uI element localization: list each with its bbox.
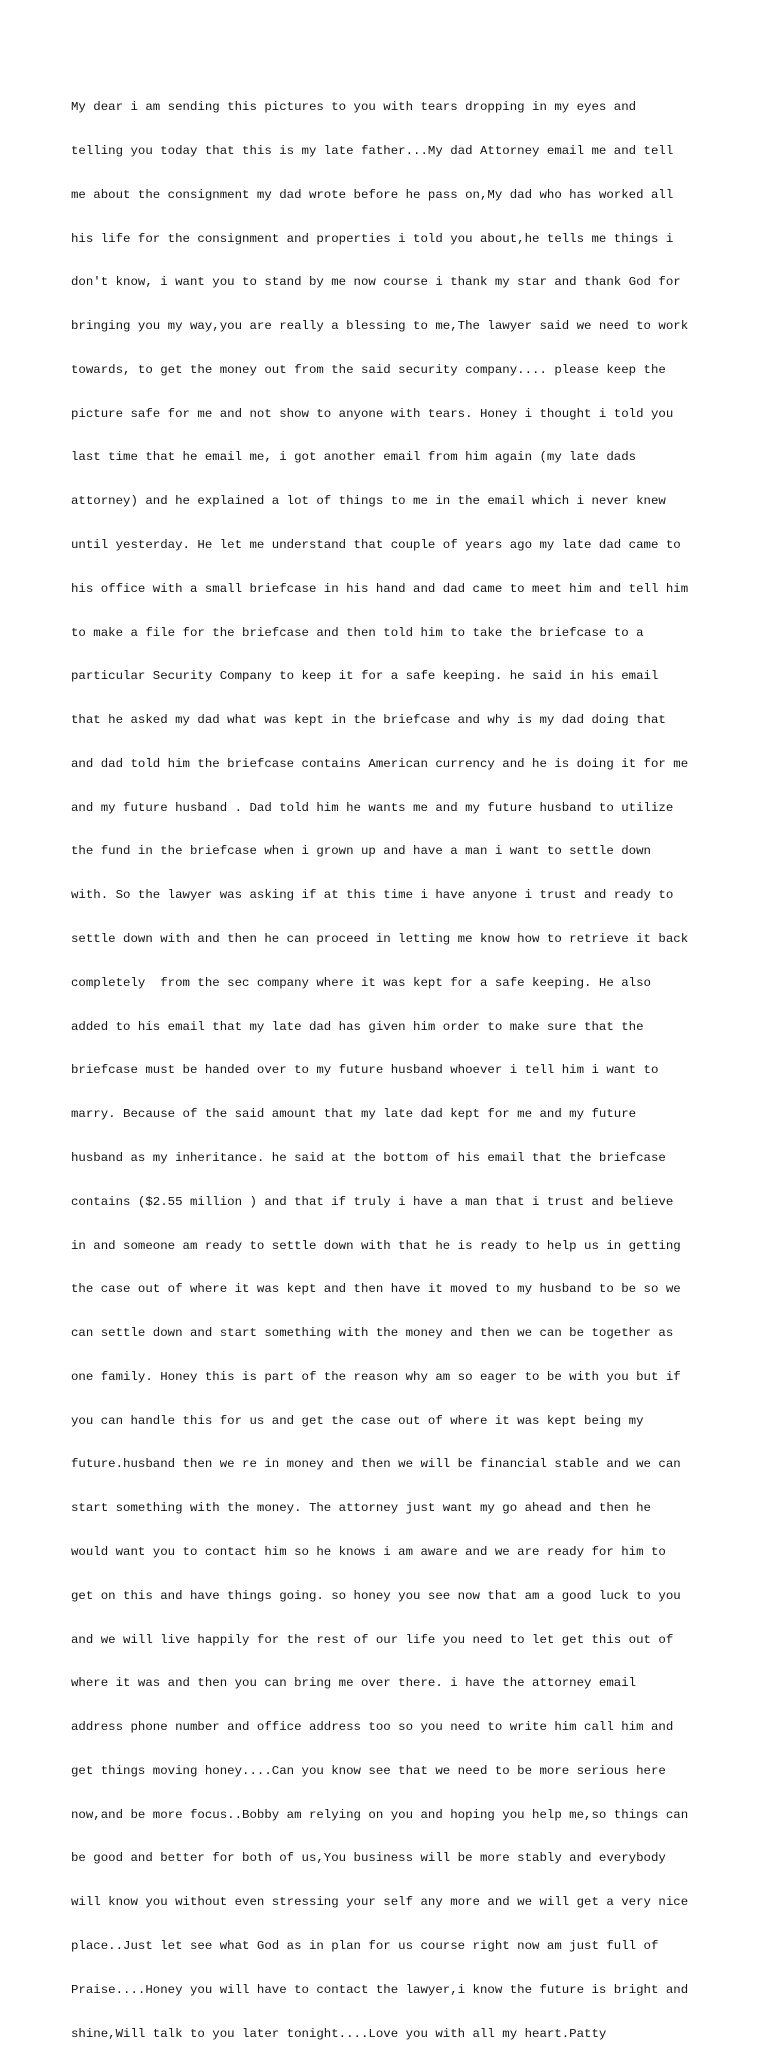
letter-line: the case out of where it was kept and then have it moved to my husband to be so we [71, 1282, 681, 1297]
letter-line: his life for the consignment and properties i told you about,he tells me things i [71, 231, 674, 246]
letter-line: husband as my inheritance. he said at the bottom of his email that the briefcase [71, 1150, 666, 1165]
letter-line: added to his email that my late dad has given him order to make sure that the [71, 1019, 644, 1034]
letter-line: get on this and have things going. so honey you see now that am a good luck to you [71, 1588, 681, 1603]
letter-line: and dad told him the briefcase contains American currency and he is doing it for me [71, 756, 689, 771]
letter-line: and we will live happily for the rest of our life you need to let get this out of [71, 1632, 674, 1647]
letter-line: where it was and then you can bring me over there. i have the attorney email [71, 1676, 637, 1691]
letter-line: picture safe for me and not show to anyone with tears. Honey i thought i told you [71, 406, 674, 421]
letter-line: would want you to contact him so he knows i am aware and we are ready for him to [71, 1544, 666, 1559]
letter-line: now,and be more focus..Bobby am relying on you and hoping you help me,so things can [71, 1807, 689, 1822]
letter-line: with. So the lawyer was asking if at this time i have anyone i trust and ready to [71, 888, 674, 903]
letter-line: contains ($2.55 million ) and that if truly i have a man that i trust and believe [71, 1194, 674, 1209]
letter-line: you can handle this for us and get the case out of where it was kept being my [71, 1413, 644, 1428]
letter-line: particular Security Company to keep it for a safe keeping. he said in his email [71, 669, 659, 684]
letter-line: will know you without even stressing your self any more and we will get a very nice [71, 1895, 689, 1910]
letter-line: until yesterday. He let me understand that couple of years ago my late dad came to [71, 538, 681, 552]
letter-line: towards, to get the money out from the said security company.... please keep the [71, 362, 666, 377]
letter-line: My dear i am sending this pictures to you with tears dropping in my eyes and [71, 100, 637, 115]
letter-line: get things moving honey....Can you know see that we need to be more serious here [71, 1763, 666, 1778]
letter-line: attorney) and he explained a lot of things to me in the email which i never knew [71, 494, 666, 509]
letter-line: address phone number and office address too so you need to write him call him and [71, 1720, 674, 1735]
letter-line: don't know, i want you to stand by me now course i thank my star and thank God for [71, 275, 681, 290]
letter-body [71, 71, 711, 2048]
letter-line: bringing you my way,you are really a blessing to me,The lawyer said we need to work [71, 319, 689, 334]
letter-line: place..Just let see what God as in plan for us course right now am just full of [71, 1939, 659, 1953]
letter-line: telling you today that this is my late father...My dad Attorney email me and tell [71, 143, 674, 158]
letter-line: be good and better for both of us,You business will be more stably and everybody [71, 1851, 666, 1866]
letter-line: last time that he email me, i got another email from him again (my late dads [71, 450, 637, 465]
letter-line: to make a file for the briefcase and then told him to take the briefcase to a [71, 625, 644, 640]
letter-line: and my future husband . Dad told him he wants me and my future husband to utilize [71, 800, 674, 815]
letter-line: completely from the sec company where it was kept for a safe keeping. He also [71, 975, 651, 990]
letter-line: can settle down and start something with the money and then we can be together as [71, 1326, 674, 1341]
letter-line: future.husband then we re in money and then we will be financial stable and we can [71, 1457, 681, 1472]
letter-line: settle down with and then he can proceed in letting me know how to retrieve it back [71, 932, 689, 947]
letter-line: the fund in the briefcase when i grown up and have a man i want to settle down [71, 844, 651, 859]
letter-line: start something with the money. The attorney just want my go ahead and then he [71, 1501, 651, 1516]
letter-line: briefcase must be handed over to my future husband whoever i tell him i want to [71, 1063, 659, 1078]
letter-line: marry. Because of the said amount that my late dad kept for me and my future [71, 1107, 637, 1122]
letter-line: me about the consignment my dad wrote before he pass on,My dad who has worked all [71, 187, 674, 202]
letter-line: that he asked my dad what was kept in the briefcase and why is my dad doing that [71, 713, 666, 728]
letter-signoff-line: shine,Will talk to you later tonight....Love you with all my heart.Patty [71, 2026, 607, 2041]
letter-line: in and someone am ready to settle down with that he is ready to help us in getting [71, 1238, 681, 1253]
letter-line: one family. Honey this is part of the reason why am so eager to be with you but if [71, 1369, 681, 1384]
letter-line: his office with a small briefcase in his hand and dad came to meet him and tell him [71, 581, 689, 596]
letter-line: Praise....Honey you will have to contact the lawyer,i know the future is bright and [71, 1982, 689, 1997]
